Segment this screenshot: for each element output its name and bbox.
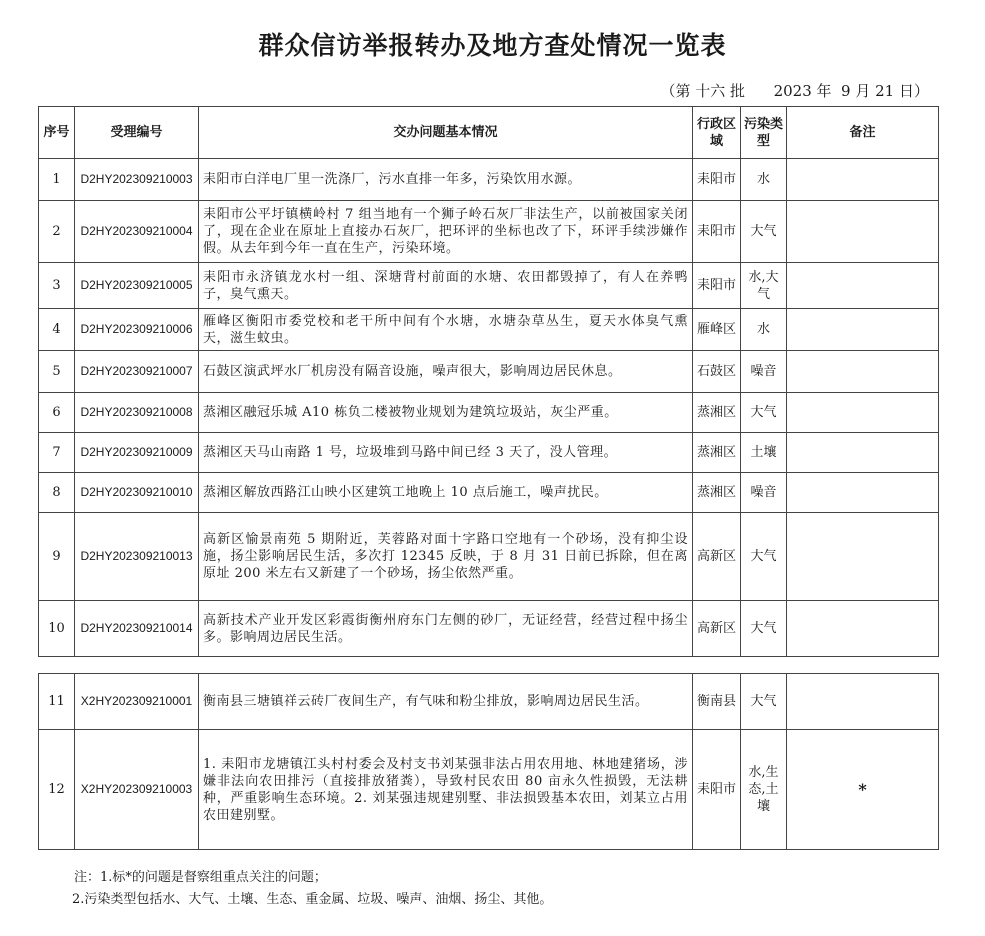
table-row <box>39 473 939 513</box>
row-region: 蒸湘区 <box>693 473 741 513</box>
row-note <box>787 159 939 201</box>
row-description: 高新区愉景南苑 5 期附近，芙蓉路对面十字路口空地有一个砂场，没有抑尘设施，扬尘影响居民生活，多次打 12345 反映，于 8 月 31 日前已拆除，但在离原址 200 米左右又新建了一个砂场，扬尘依然严重。 <box>199 513 693 601</box>
row-index: 8 <box>39 473 75 513</box>
row-code: D2HY202309210003 <box>75 159 199 201</box>
row-code: D2HY202309210014 <box>75 601 199 657</box>
row-pollution-type: 大气 <box>741 201 787 263</box>
row-description: 蒸湘区解放西路江山映小区建筑工地晚上 10 点后施工，噪声扰民。 <box>199 473 693 513</box>
table-row <box>39 263 939 309</box>
header-type: 污染类型 <box>741 107 787 159</box>
row-description: 耒阳市永济镇龙水村一组、深塘背村前面的水塘、农田都毁掉了，有人在养鸭子，臭气熏天。 <box>199 263 693 309</box>
note-line-2: 2.污染类型包括水、大气、土壤、生态、重金属、垃圾、噪声、油烟、扬尘、其他。 <box>72 892 553 907</box>
table-row <box>39 674 939 730</box>
table-row <box>39 201 939 263</box>
row-note <box>787 309 939 351</box>
row-region: 高新区 <box>693 513 741 601</box>
row-region: 蒸湘区 <box>693 393 741 433</box>
row-description: 蒸湘区天马山南路 1 号，垃圾堆到马路中间已经 3 天了，没人管理。 <box>199 433 693 473</box>
note-line-1: 注：1.标*的问题是督察组重点关注的问题； <box>74 870 327 885</box>
row-note <box>787 473 939 513</box>
table-row <box>39 393 939 433</box>
row-index: 10 <box>39 601 75 657</box>
row-description: 1. 耒阳市龙塘镇江头村村委会及村支书刘某强非法占用农用地、林地建猪场，涉嫌非法向农田排污（直接排放猪粪），导致村民农田 80 亩永久性损毁，无法耕种，严重影响生态环境。2. 刘某强违规建别墅、非法损毁基本农田，刘某立占用农田建别墅。 <box>199 730 693 850</box>
row-index: 3 <box>39 263 75 309</box>
row-code: D2HY202309210010 <box>75 473 199 513</box>
header-desc: 交办问题基本情况 <box>199 107 693 159</box>
row-description: 蒸湘区融冠乐城 A10 栋负二楼被物业规划为建筑垃圾站，灰尘严重。 <box>199 393 693 433</box>
row-pollution-type: 噪音 <box>741 473 787 513</box>
row-description: 石鼓区演武坪水厂机房没有隔音设施，噪声很大，影响周边居民休息。 <box>199 351 693 393</box>
row-region: 高新区 <box>693 601 741 657</box>
row-pollution-type: 水 <box>741 159 787 201</box>
header-index: 序号 <box>39 107 75 159</box>
row-code: D2HY202309210006 <box>75 309 199 351</box>
row-note: * <box>787 730 939 850</box>
table-header-row <box>39 107 939 159</box>
row-index: 6 <box>39 393 75 433</box>
row-code: D2HY202309210005 <box>75 263 199 309</box>
row-description: 雁峰区衡阳市委党校和老干所中间有个水塘，水塘杂草丛生，夏天水体臭气熏天，滋生蚊虫。 <box>199 309 693 351</box>
row-description: 耒阳市公平圩镇横岭村 7 组当地有一个狮子岭石灰厂非法生产，以前被国家关闭了，现在企业在原址上直接办石灰厂，把环评的坐标也改了下，环评手续涉嫌作假。从去年到今年一直在生产，污染环境。 <box>199 201 693 263</box>
row-pollution-type: 大气 <box>741 513 787 601</box>
row-pollution-type: 水,生态,土壤 <box>741 730 787 850</box>
row-pollution-type: 噪音 <box>741 351 787 393</box>
row-note <box>787 674 939 730</box>
row-code: D2HY202309210007 <box>75 351 199 393</box>
header-region: 行政区域 <box>693 107 741 159</box>
row-index: 7 <box>39 433 75 473</box>
table-row <box>39 730 939 850</box>
row-note <box>787 263 939 309</box>
row-note <box>787 351 939 393</box>
row-pollution-type: 水 <box>741 309 787 351</box>
complaints-table-continued <box>38 673 939 850</box>
row-region: 石鼓区 <box>693 351 741 393</box>
row-index: 11 <box>39 674 75 730</box>
row-code: D2HY202309210004 <box>75 201 199 263</box>
header-note: 备注 <box>787 107 939 159</box>
row-region: 耒阳市 <box>693 263 741 309</box>
row-note <box>787 393 939 433</box>
row-pollution-type: 大气 <box>741 393 787 433</box>
table-row <box>39 433 939 473</box>
row-region: 蒸湘区 <box>693 433 741 473</box>
row-index: 5 <box>39 351 75 393</box>
row-region: 衡南县 <box>693 674 741 730</box>
row-description: 高新技术产业开发区彩霞街衡州府东门左侧的砂厂，无证经营，经营过程中扬尘多。影响周边居民生活。 <box>199 601 693 657</box>
row-index: 9 <box>39 513 75 601</box>
row-pollution-type: 大气 <box>741 601 787 657</box>
table-row <box>39 513 939 601</box>
row-description: 衡南县三塘镇祥云砖厂夜间生产，有气味和粉尘排放，影响周边居民生活。 <box>199 674 693 730</box>
row-index: 1 <box>39 159 75 201</box>
row-code: X2HY202309210003 <box>75 730 199 850</box>
table-row <box>39 601 939 657</box>
row-pollution-type: 水,大气 <box>741 263 787 309</box>
row-note <box>787 433 939 473</box>
batch-info: （第 十六 批 2023 年 9 月 21 日） <box>660 82 929 100</box>
row-index: 2 <box>39 201 75 263</box>
row-code: D2HY202309210013 <box>75 513 199 601</box>
complaints-table <box>38 106 939 657</box>
row-region: 耒阳市 <box>693 201 741 263</box>
row-region: 耒阳市 <box>693 159 741 201</box>
table-row <box>39 351 939 393</box>
row-note <box>787 201 939 263</box>
row-description: 耒阳市白洋电厂里一洗涤厂，污水直排一年多，污染饮用水源。 <box>199 159 693 201</box>
row-note <box>787 513 939 601</box>
row-pollution-type: 土壤 <box>741 433 787 473</box>
table-row <box>39 309 939 351</box>
row-index: 12 <box>39 730 75 850</box>
row-note <box>787 601 939 657</box>
row-code: X2HY202309210001 <box>75 674 199 730</box>
table-row <box>39 159 939 201</box>
row-code: D2HY202309210009 <box>75 433 199 473</box>
header-code: 受理编号 <box>75 107 199 159</box>
row-region: 耒阳市 <box>693 730 741 850</box>
row-code: D2HY202309210008 <box>75 393 199 433</box>
row-pollution-type: 大气 <box>741 674 787 730</box>
row-region: 雁峰区 <box>693 309 741 351</box>
row-index: 4 <box>39 309 75 351</box>
page-title: 群众信访举报转办及地方查处情况一览表 <box>258 31 727 60</box>
